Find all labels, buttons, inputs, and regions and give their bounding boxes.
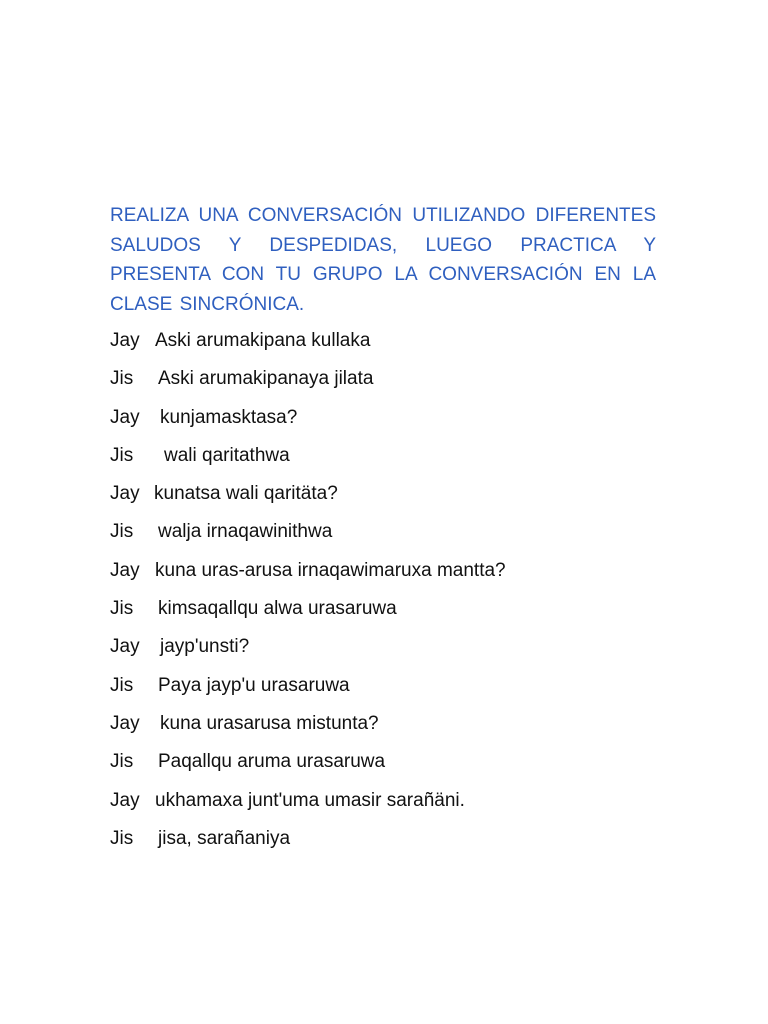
dialogue-line [110,786,710,824]
utterance-text: kuna urasarusa mistunta? [160,712,379,734]
speaker-label: Jay [110,406,140,428]
speaker-label: Jis [110,751,134,773]
dialogue-line [110,671,710,709]
dialogue-line [110,747,710,785]
utterance-text: Aski arumakipanaya jilata [158,368,374,390]
utterance-text: walja irnaqawinithwa [158,521,333,543]
speaker-label: Jis [110,444,134,466]
utterance-text: Paya jayp'u urasaruwa [158,674,350,696]
speaker-label: Jay [110,330,140,351]
speaker-label: Jay [110,559,140,581]
speaker-label: Jay [110,789,140,811]
utterance-text: kunjamasktasa? [160,406,298,428]
dialogue-list [110,326,710,862]
utterance-text: Paqallqu aruma urasaruwa [158,751,386,773]
speaker-label: Jis [110,674,134,696]
speaker-label: Jis [110,598,134,620]
speaker-label: Jis [110,827,134,849]
dialogue-line [110,517,710,555]
dialogue-line [110,594,710,632]
dialogue-line [110,326,710,364]
utterance-text: jayp'unsti? [160,636,250,658]
dialogue-line [110,632,710,670]
utterance-text: kimsaqallqu alwa urasaruwa [158,598,397,620]
dialogue-line [110,556,710,594]
utterance-text: kunatsa wali qaritäta? [154,483,338,505]
speaker-label: Jis [110,368,134,390]
speaker-label: Jay [110,636,140,658]
dialogue-line [110,709,710,747]
speaker-label: Jis [110,521,134,543]
dialogue-line [110,479,710,517]
utterance-text: jisa, sarañaniya [158,827,291,849]
dialogue-line [110,364,710,402]
dialogue-line [110,403,710,441]
utterance-text: wali qaritathwa [164,444,290,466]
utterance-text: Aski arumakipana kullaka [155,330,371,351]
dialogue-line [110,824,710,862]
speaker-label: Jay [110,483,140,505]
utterance-text: ukhamaxa junt'uma umasir sarañäni. [155,789,465,811]
dialogue-line [110,441,710,479]
instruction-text: REALIZA UNA CONVERSACIÓN UTILIZANDO DIFERENTES SALUDOS Y DESPEDIDAS, LUEGO PRACTICA Y PRESENTA CON TU GRUPO LA CONVERSACIÓN EN LA CLASE SINCRÓNICA. [110,205,656,315]
utterance-text: kuna uras-arusa irnaqawimaruxa mantta? [155,559,506,581]
speaker-label: Jay [110,712,140,734]
